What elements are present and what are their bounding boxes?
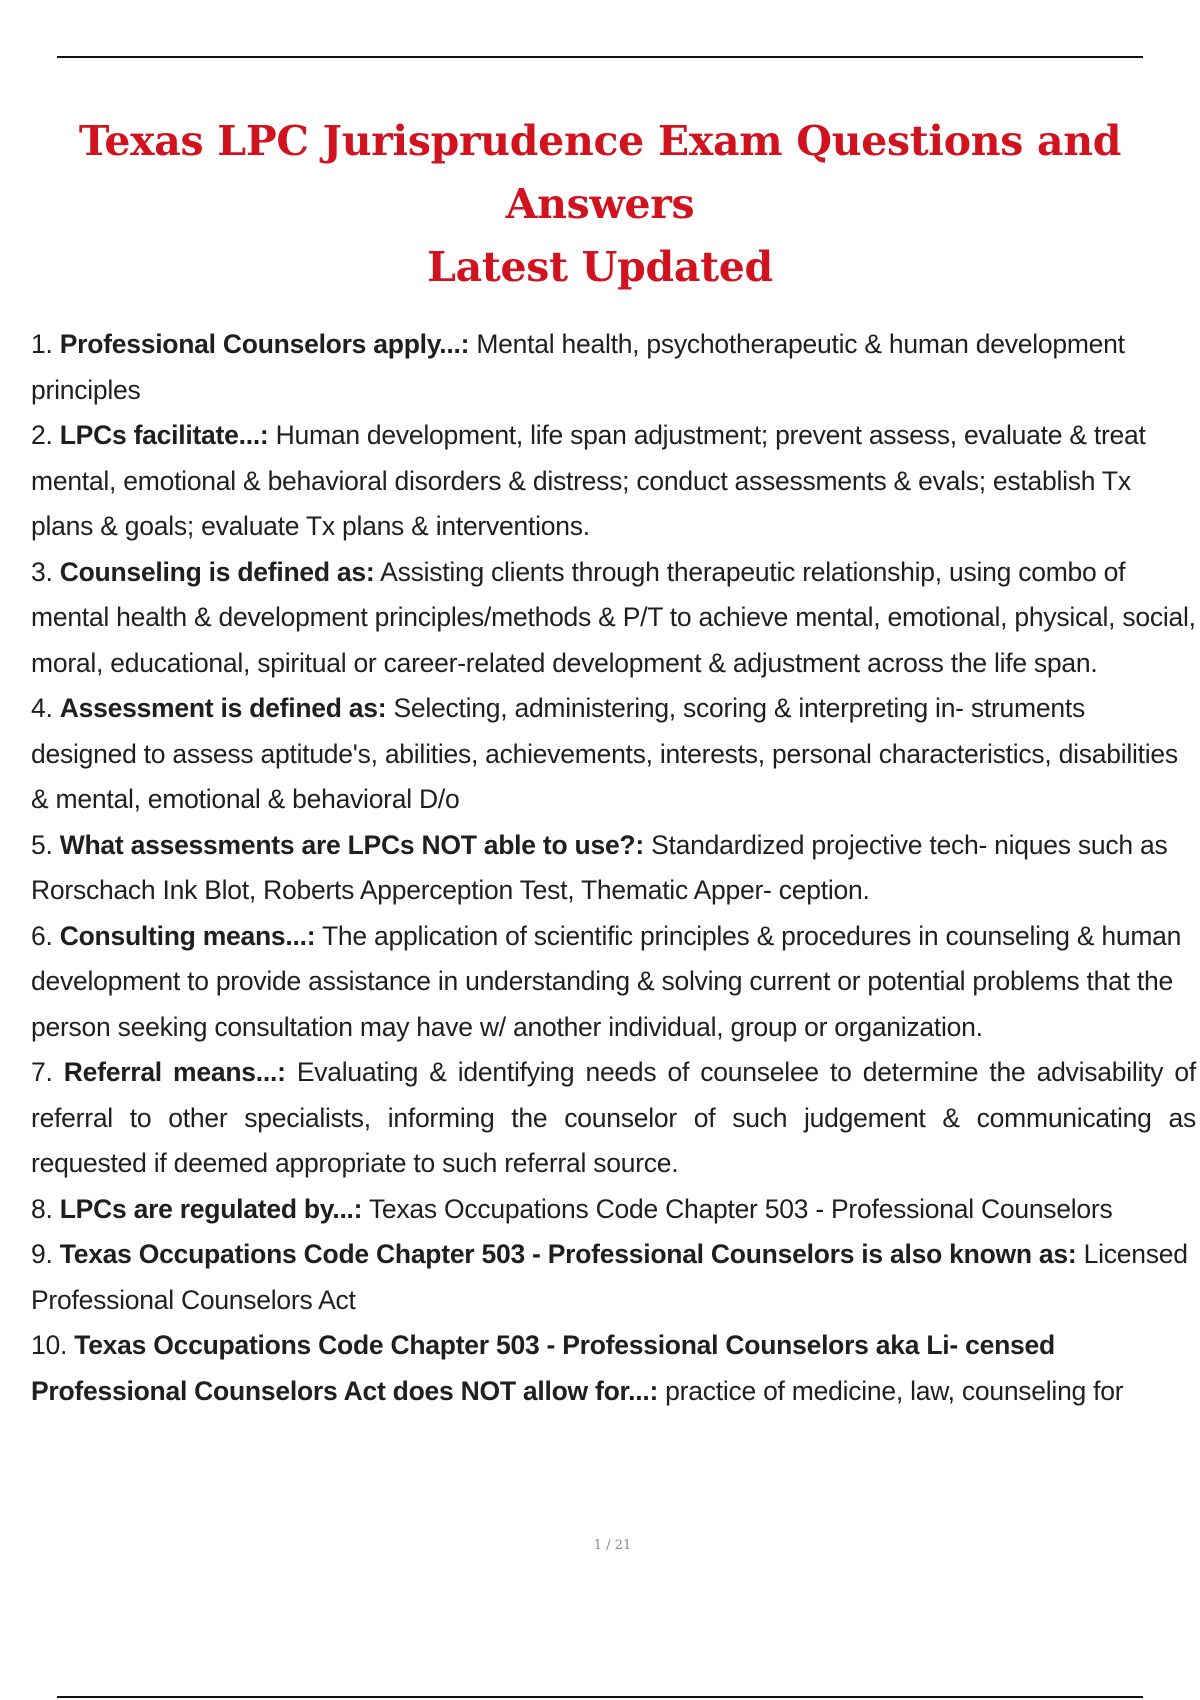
qa-item-7 bbox=[31, 1050, 1196, 1187]
page-indicator: 1 / 21 bbox=[593, 1538, 632, 1553]
qa-answer: Selecting, administering, scoring & interpreting in- struments designed to assess aptitude's, abilities, achievements, interests, personal characteristics, disabilities & mental, emotional & behavioral D/o bbox=[31, 693, 1178, 814]
title-line-1: Texas LPC Jurisprudence Exam Questions and Answers bbox=[78, 117, 1122, 228]
qa-answer: Standardized projective tech- niques such as Rorschach Ink Blot, Roberts Apperception Test, Thematic Apper- ception. bbox=[31, 829, 1168, 905]
qa-question: LPCs are regulated by...: bbox=[59, 1193, 363, 1224]
qa-question: Consulting means...: bbox=[59, 920, 316, 951]
qa-question: Referral means...: bbox=[63, 1057, 286, 1087]
qa-item-5 bbox=[31, 823, 1196, 914]
qa-number: 7. bbox=[31, 1057, 53, 1087]
qa-number: 2. bbox=[31, 420, 53, 450]
qa-question: What assessments are LPCs NOT able to use?: bbox=[59, 829, 644, 860]
qa-item-10 bbox=[31, 1323, 1196, 1414]
qa-item-4 bbox=[31, 686, 1196, 823]
top-rule bbox=[57, 56, 1143, 58]
qa-answer: Assisting clients through therapeutic relationship, using combo of mental health & development principles/methods & P/T to achieve mental, emotional, physical, social, moral, educational, spiritual or career-related development & adjustment across the life span. bbox=[31, 556, 1196, 678]
qa-number: 8. bbox=[31, 1193, 53, 1224]
qa-list bbox=[31, 322, 1196, 1414]
qa-question: Texas Occupations Code Chapter 503 - Professional Counselors aka Li- censed Professional Counselors Act does NOT allow for...: bbox=[31, 1330, 1055, 1406]
bottom-rule bbox=[57, 1696, 1143, 1698]
qa-question: Assessment is defined as: bbox=[59, 693, 387, 723]
qa-answer: The application of scientific principles & procedures in counseling & human development to provide assistance in understanding & solving current or potential problems that the person seeking consultation may have w/ another individual, group or organization. bbox=[31, 920, 1182, 1042]
qa-item-2 bbox=[31, 413, 1196, 550]
qa-number: 4. bbox=[31, 693, 53, 723]
qa-item-3 bbox=[31, 550, 1196, 687]
qa-answer: Licensed Professional Counselors Act bbox=[31, 1239, 1188, 1315]
qa-answer: practice of medicine, law, counseling for bbox=[665, 1375, 1124, 1406]
qa-number: 1. bbox=[31, 329, 53, 359]
qa-answer: Evaluating & identifying needs of counselee to determine the advisability of referral to other specialists, informing the counselor of such judgement & communicating as requested if deemed appropriate to such referral source. bbox=[31, 1057, 1196, 1178]
qa-item-6 bbox=[31, 914, 1196, 1051]
qa-item-8 bbox=[31, 1187, 1196, 1233]
qa-number: 6. bbox=[31, 920, 53, 951]
qa-answer: Texas Occupations Code Chapter 503 - Professional Counselors bbox=[368, 1193, 1113, 1224]
qa-question: Texas Occupations Code Chapter 503 - Professional Counselors is also known as: bbox=[59, 1239, 1077, 1269]
title-line-2: Latest Updated bbox=[427, 243, 773, 291]
document-title bbox=[0, 110, 1200, 299]
qa-answer: Mental health, psychotherapeutic & human development principles bbox=[31, 329, 1125, 405]
qa-question: LPCs facilitate...: bbox=[59, 420, 269, 450]
qa-item-1 bbox=[31, 322, 1196, 413]
qa-number: 10. bbox=[31, 1330, 68, 1360]
qa-question: Counseling is defined as: bbox=[59, 556, 375, 587]
qa-number: 5. bbox=[31, 829, 53, 860]
qa-number: 9. bbox=[31, 1239, 53, 1269]
qa-number: 3. bbox=[31, 556, 53, 587]
qa-question: Professional Counselors apply...: bbox=[59, 329, 470, 359]
qa-answer: Human development, life span adjustment; prevent assess, evaluate & treat mental, emotional & behavioral disorders & distress; conduct assessments & evals; establish Tx plans & goals; evaluate Tx plans & interventions. bbox=[31, 420, 1146, 541]
qa-item-9 bbox=[31, 1232, 1196, 1323]
